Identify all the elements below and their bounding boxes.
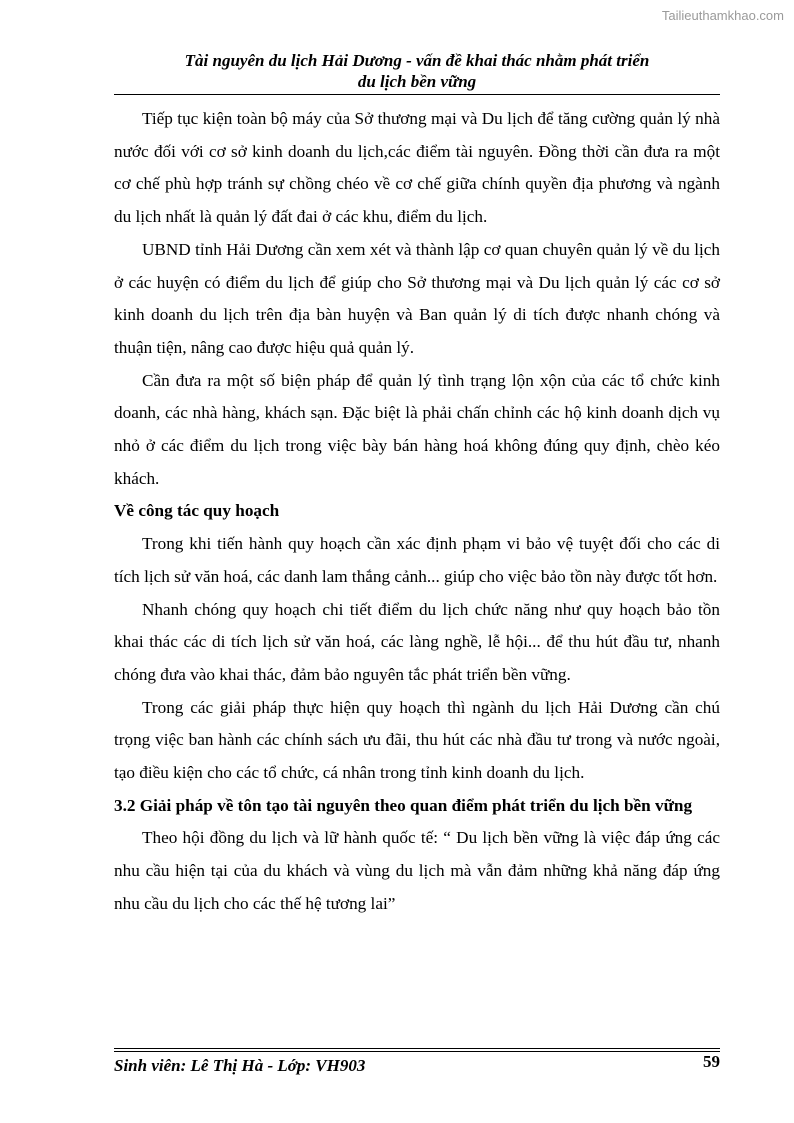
paragraph: Theo hội đồng du lịch và lữ hành quốc tế: “ Du lịch bền vững là việc đáp ứng các nhu cầu hiện tại của du khách và vùng du lịch mà vẫn đảm những khả năng đáp ứng nhu cầu du lịch cho các thế hệ tương lai” [114, 828, 720, 913]
footer-author: Sinh viên: Lê Thị Hà - Lớp: VH903 [114, 1056, 366, 1075]
page-number: 59 [703, 1052, 720, 1071]
header-line-1: Tài nguyên du lịch Hải Dương - vấn đề khai thác nhằm phát triển [184, 51, 650, 70]
paragraph: Trong các giải pháp thực hiện quy hoạch thì ngành du lịch Hải Dương cần chú trọng việc ban hành các chính sách ưu đãi, thu hút các nhà đầu tư trong và nước ngoài, tạo điều kiện cho các tổ chức, cá nhân trong tỉnh kinh doanh du lịch. [114, 697, 720, 783]
page-body [114, 103, 720, 921]
paragraph: UBND tỉnh Hải Dương cần xem xét và thành lập cơ quan chuyên quản lý về du lịch ở các huyện có điểm du lịch để giúp cho Sở thương mại và Du lịch quản lý các cơ sở kinh doanh du lịch trên địa bàn huyện và Ban quản lý di tích được nhanh chóng và thuận tiện, nâng cao được hiệu quả quản lý. [114, 239, 720, 357]
footer-divider-second [114, 1051, 720, 1052]
footer-divider [114, 1048, 720, 1049]
paragraph: Nhanh chóng quy hoạch chi tiết điểm du lịch chức năng như quy hoạch bảo tồn khai thác các di tích lịch sử văn hoá, các làng nghề, lễ hội... để thu hút đầu tư, nhanh chóng đưa vào khai thác, đảm bảo nguyên tắc phát triển bền vững. [114, 599, 720, 684]
paragraph: Cần đưa ra một số biện pháp để quản lý tình trạng lộn xộn của các tổ chức kinh doanh, các nhà hàng, khách sạn. Đặc biệt là phải chấn chỉnh các hộ kinh doanh dịch vụ nhỏ ở các điểm du lịch trong việc bày bán hàng hoá không đúng quy định, chèo kéo khách. [114, 370, 720, 488]
section-heading: 3.2 Giải pháp về tôn tạo tài nguyên theo quan điểm phát triển du lịch bền vững [114, 795, 693, 815]
watermark: Tailieuthamkhao.com [661, 8, 784, 23]
paragraph: Tiếp tục kiện toàn bộ máy của Sở thương mại và Du lịch để tăng cường quản lý nhà nước đối với cơ sở kinh doanh du lịch,các điểm tài nguyên. Đồng thời cần đưa ra một cơ chế phù hợp tránh sự chồng chéo về cơ chế giữa chính quyền địa phương và ngành du lịch nhất là quản lý đất đai ở các khu, điểm du lịch. [114, 109, 720, 227]
header-divider [114, 94, 720, 95]
section-heading: Về công tác quy hoạch [114, 501, 280, 521]
header-line-2: du lịch bền vững [357, 72, 477, 91]
paragraph: Trong khi tiến hành quy hoạch cần xác định phạm vi bảo vệ tuyệt đối cho các di tích lịch sử văn hoá, các danh lam thắng cảnh... giúp cho việc bảo tồn này được tốt hơn. [114, 534, 720, 586]
running-header [114, 50, 720, 92]
